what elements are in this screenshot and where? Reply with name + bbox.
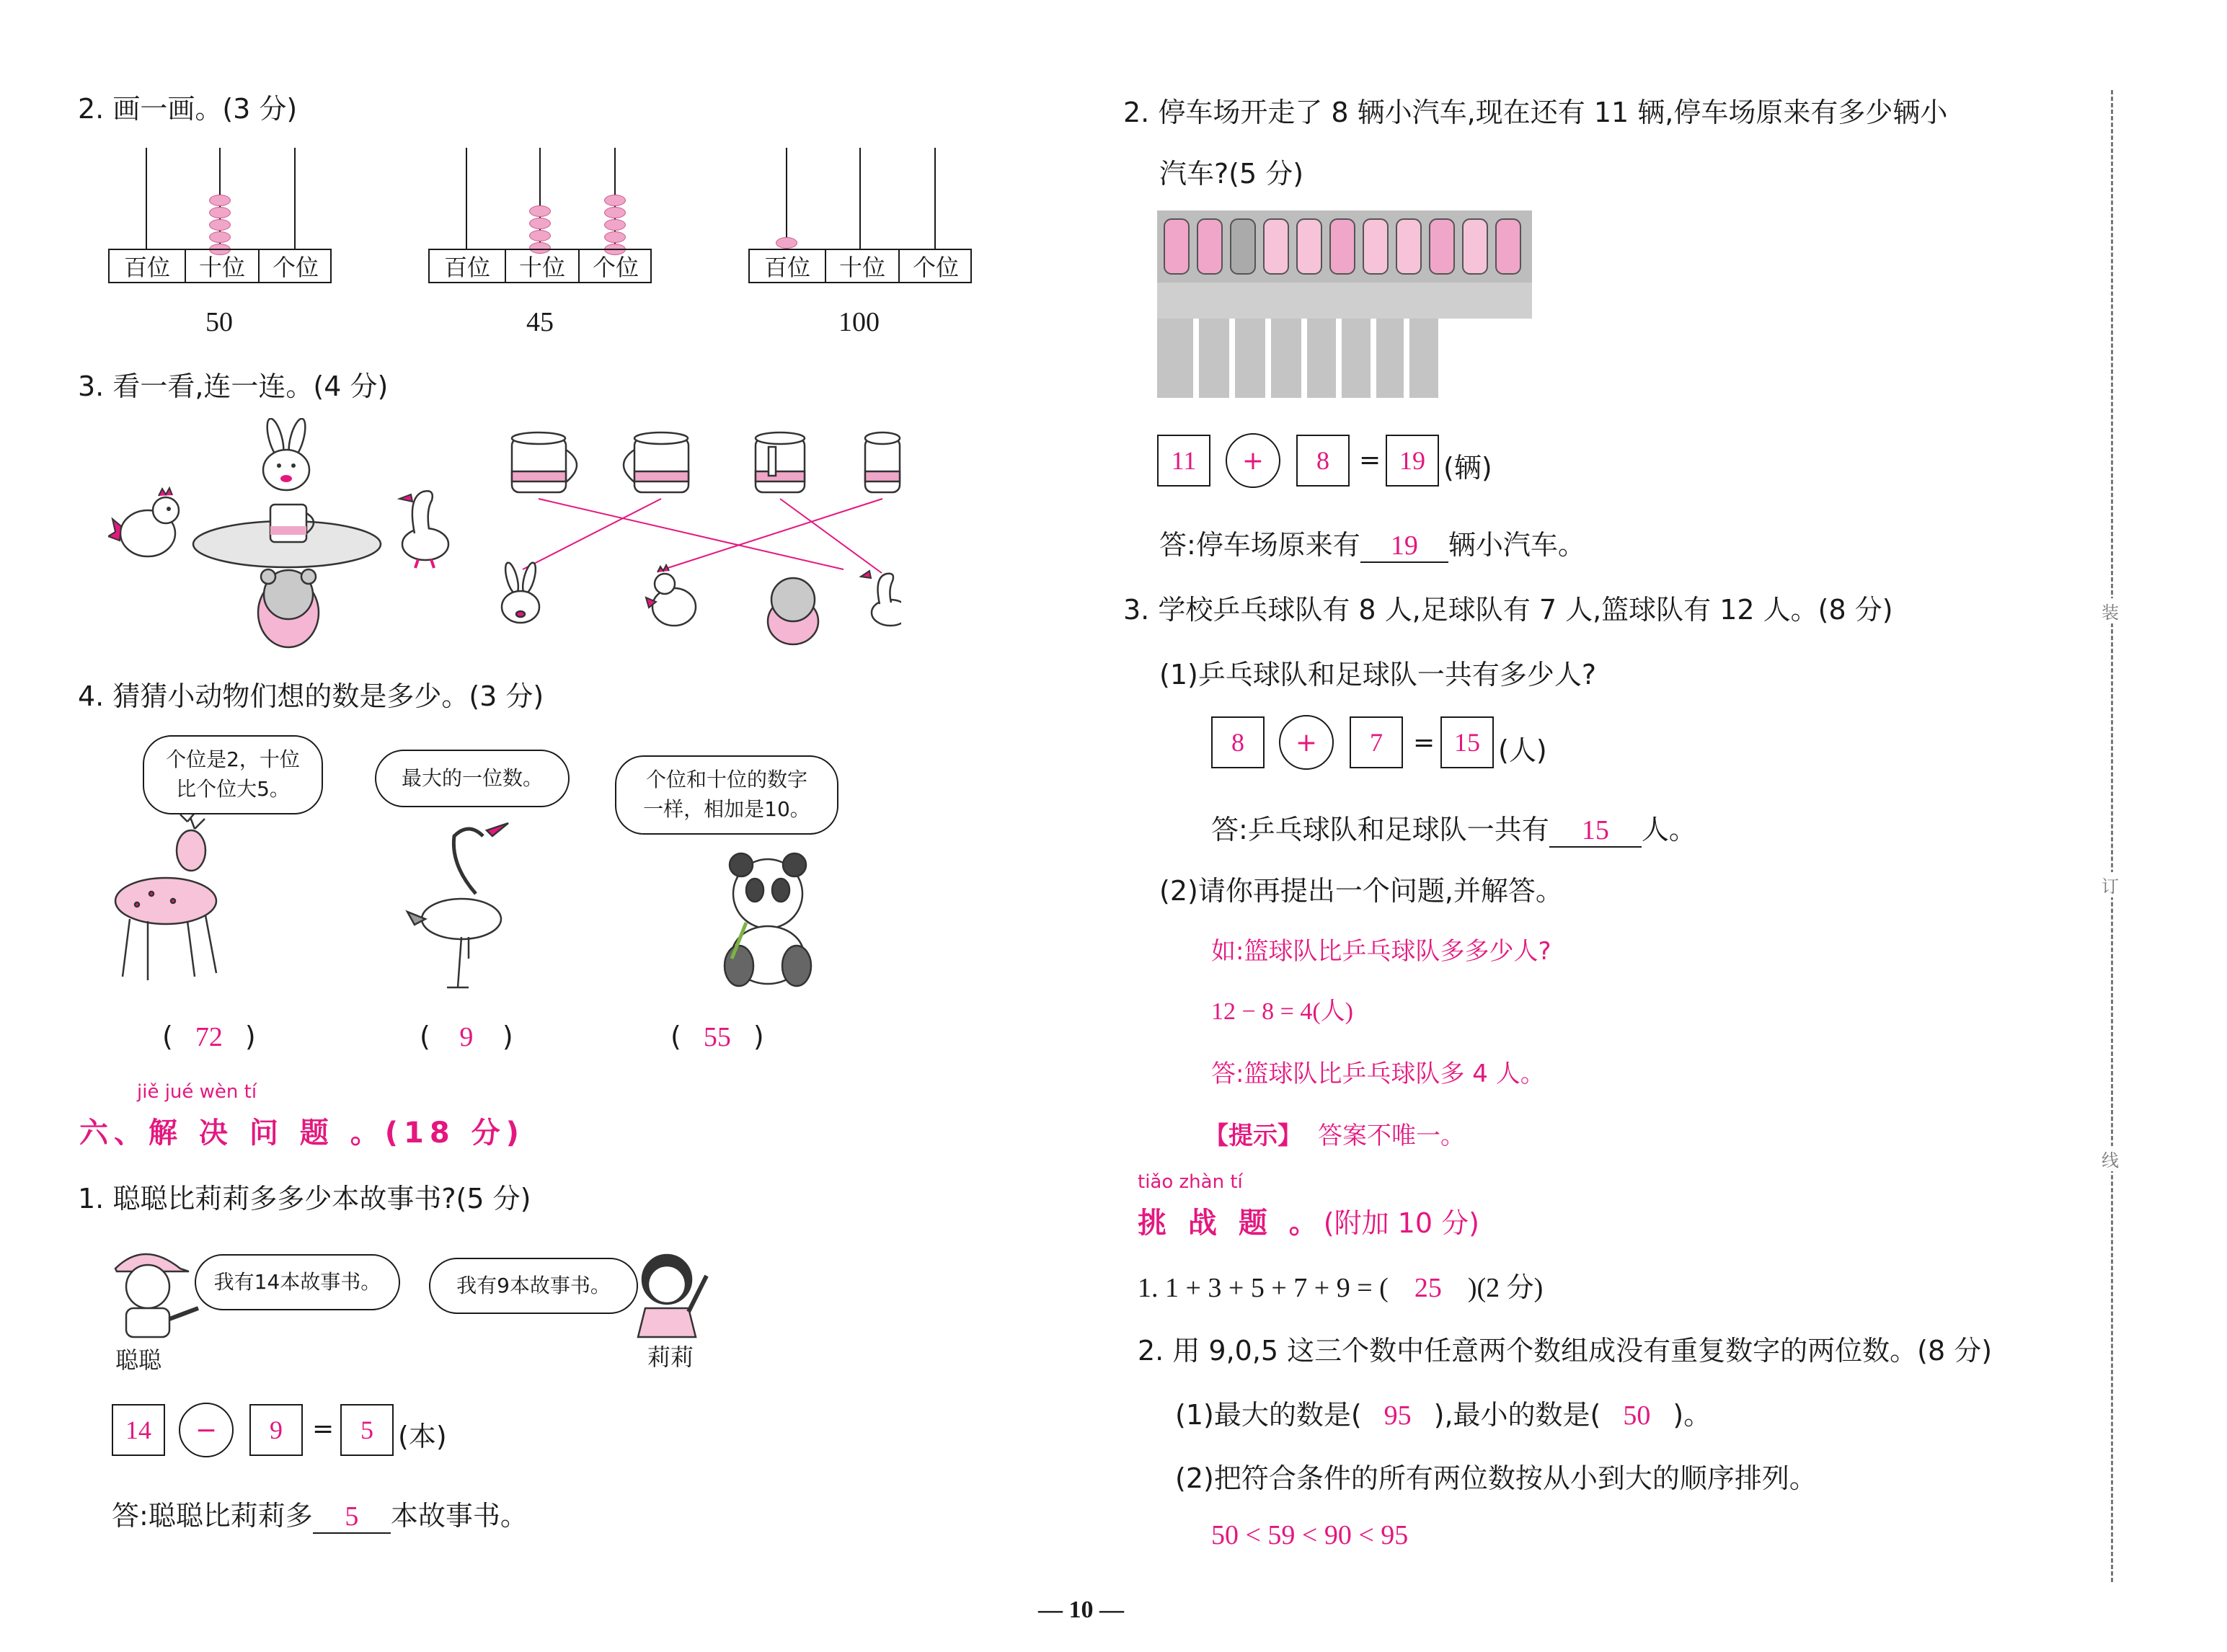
boy-icon — [115, 1254, 198, 1337]
problem-3-sub1: (1)乒乓球队和足球队一共有多少人? — [1159, 659, 1596, 690]
bubble-line: 我有9本故事书。 — [456, 1273, 611, 1297]
abacus-label-ones: 个位 — [898, 250, 972, 282]
problem-3-sub2: (2)请你再提出一个问题,并解答。 — [1159, 875, 1563, 907]
challenge-2-title: 2. 用 9,0,5 这三个数中任意两个数组成没有重复数字的两位数。(8 分) — [1138, 1335, 1993, 1367]
page-number: — 10 — — [1038, 1597, 1124, 1623]
equals-sign: = — [1413, 728, 1435, 758]
equation-box-minuend: 14 — [112, 1404, 165, 1456]
goose-icon-bottom — [861, 571, 901, 626]
problem-1-answer — [112, 1493, 528, 1534]
equation-unit: (本) — [398, 1421, 447, 1452]
abacus-label-ones: 个位 — [578, 250, 652, 282]
rabbit-icon — [263, 418, 309, 490]
cup-view-3 — [756, 432, 805, 492]
speech-bubble-boy — [195, 1254, 400, 1310]
abacus-1 — [108, 148, 335, 281]
answer-suffix: 辆小汽车。 — [1448, 529, 1585, 561]
answer-1-bracket: ( 72 ) — [162, 1021, 256, 1052]
challenge-1-suffix: )(2 分) — [1467, 1273, 1544, 1303]
question-2-title: 2. 画一画。(3 分) — [78, 93, 298, 125]
panda-icon — [725, 853, 811, 986]
equation-box-b: 8 — [1296, 435, 1350, 487]
rabbit-icon-bottom — [502, 561, 539, 623]
equation-unit: (人) — [1498, 734, 1547, 766]
answer-3-bracket: ( 55 ) — [670, 1021, 764, 1052]
equation-box-b: 7 — [1350, 716, 1403, 768]
abacus-beads-tens — [529, 205, 551, 254]
sample-question: 如:篮球队比乒乓球队多多少人? — [1211, 937, 1551, 966]
abacus-3 — [748, 148, 975, 281]
speech-bubble-girl — [429, 1258, 638, 1314]
question-4-title: 4. 猜猜小动物们想的数是多少。(3 分) — [78, 680, 544, 712]
problem-2-answer — [1159, 523, 1585, 563]
abacus-beads-ones — [604, 195, 626, 255]
answer-prefix: 答:乒乓球队和足球队一共有 — [1211, 814, 1549, 845]
abacus-2 — [428, 148, 655, 281]
answer-prefix: 答:聪聪比莉莉多 — [112, 1500, 313, 1532]
challenge-2-order: 50 < 59 < 90 < 95 — [1211, 1520, 1409, 1550]
challenge-2-max: 95 — [1383, 1400, 1412, 1431]
speech-bubble-crane — [375, 750, 570, 807]
equation-unit: (辆) — [1443, 452, 1492, 484]
challenge-title: 挑 战 题 。 — [1138, 1207, 1324, 1240]
abacus-2-value: 45 — [526, 307, 554, 337]
sample-answer: 答:篮球队比乒乓球队多 4 人。 — [1211, 1060, 1545, 1088]
challenge-2-sub1 — [1175, 1393, 1711, 1432]
girl-icon — [638, 1255, 707, 1337]
boy-name: 聪聪 — [115, 1346, 162, 1374]
answer-1-value: 72 — [195, 1022, 223, 1052]
equation-box-result: 15 — [1440, 716, 1494, 768]
equals-sign: = — [312, 1414, 335, 1444]
binding-mark: 装 — [2102, 598, 2119, 623]
challenge-1-answer: 25 — [1414, 1273, 1442, 1303]
challenge-extra: (附加 10 分) — [1323, 1207, 1479, 1239]
challenge-2-min: 50 — [1623, 1400, 1651, 1431]
abacus-beads-hundreds — [776, 237, 797, 249]
chicken-icon — [108, 488, 179, 556]
challenge-header — [1138, 1200, 1479, 1241]
challenge-pinyin: tiǎo zhàn tí — [1138, 1171, 1243, 1193]
abacus-label-hundreds: 百位 — [443, 254, 490, 281]
bubble-line: 比个位大5。 — [176, 777, 290, 801]
challenge-1 — [1138, 1265, 1543, 1305]
deer-icon — [115, 814, 216, 980]
crane-icon — [407, 823, 508, 987]
hint-row — [1204, 1116, 1465, 1151]
answer-blank: 15 — [1549, 814, 1642, 848]
bear-icon — [258, 569, 319, 647]
abacus-label-tens: 十位 — [185, 250, 258, 282]
equation-box-a: 8 — [1211, 716, 1265, 768]
cup-view-1 — [512, 432, 577, 492]
answer-blank: 19 — [1360, 530, 1448, 563]
section-6-title: 六、解 决 问 题 。(18 分) — [79, 1116, 525, 1150]
equation-operator: + — [1279, 715, 1334, 770]
answer-prefix: 答:停车场原来有 — [1159, 529, 1360, 561]
abacus-1-value: 50 — [205, 307, 233, 337]
equals-sign: = — [1359, 445, 1381, 475]
binding-mark: 订 — [2102, 872, 2119, 897]
bubble-line: 个位和十位的数字 — [645, 768, 807, 792]
animal-illustrations — [108, 814, 865, 995]
answer-suffix: 本故事书。 — [390, 1500, 528, 1532]
abacus-label-ones: 个位 — [258, 250, 332, 282]
abacus-label-tens: 十位 — [825, 250, 898, 282]
answer-blank: 5 — [313, 1501, 391, 1534]
sub1-text-c: )。 — [1673, 1399, 1712, 1431]
bubble-line: 最大的一位数。 — [401, 765, 543, 790]
equation-box-subtrahend: 9 — [249, 1404, 303, 1456]
hint-tag: 【提示】 — [1204, 1122, 1302, 1150]
bubble-line: 我有14本故事书。 — [213, 1269, 381, 1294]
challenge-1-prefix: 1. 1 + 3 + 5 + 7 + 9 = ( — [1138, 1273, 1389, 1303]
answer-suffix: 人。 — [1641, 814, 1696, 845]
abacus-label-hundreds: 百位 — [763, 254, 810, 281]
bear-icon-bottom — [768, 578, 818, 644]
challenge-2-sub2: (2)把符合条件的所有两位数按从小到大的顺序排列。 — [1175, 1462, 1817, 1494]
match-lines — [523, 499, 882, 573]
problem-3-answer — [1211, 807, 1696, 848]
answer-3-value: 55 — [703, 1022, 731, 1052]
answer-2-bracket: ( 9 ) — [420, 1021, 513, 1052]
problem-2-title-line2: 汽车?(5 分) — [1159, 158, 1304, 190]
cup-view-4 — [865, 432, 900, 492]
equation-box-a: 11 — [1157, 435, 1210, 487]
matching-illustration — [108, 418, 901, 649]
problem-2-title-line1: 2. 停车场开走了 8 辆小汽车,现在还有 11 辆,停车场原来有多少辆小 — [1123, 97, 1948, 128]
cup-view-2 — [624, 432, 689, 492]
abacus-label-hundreds: 百位 — [123, 254, 170, 281]
abacus-3-value: 100 — [838, 307, 880, 337]
problem-3-title: 3. 学校乒乓球队有 8 人,足球队有 7 人,篮球队有 12 人。(8 分) — [1123, 594, 1893, 626]
speech-bubble-deer — [143, 735, 323, 814]
girl-name: 莉莉 — [647, 1344, 694, 1371]
equation-operator: − — [179, 1403, 234, 1457]
bubble-line: 个位是2，十位 — [166, 747, 300, 772]
abacus-label-tens: 十位 — [505, 250, 578, 282]
cup-icon — [270, 505, 306, 542]
bubble-line: 一样，相加是10。 — [643, 797, 810, 821]
binding-dashed-line — [2111, 90, 2113, 1582]
question-3-title: 3. 看一看,连一连。(4 分) — [78, 370, 389, 402]
car-icons — [1164, 219, 1520, 274]
hint-text: 答案不唯一。 — [1318, 1122, 1465, 1150]
sample-equation: 12 − 8 = 4(人) — [1211, 998, 1353, 1025]
section-6-pinyin: jiě jué wèn tí — [137, 1081, 257, 1103]
parking-lot-illustration — [1157, 210, 1539, 399]
equation-box-result: 19 — [1386, 435, 1439, 487]
chicken-icon-bottom — [646, 565, 696, 626]
sub1-text-a: (1)最大的数是( — [1175, 1399, 1362, 1431]
abacus-beads-tens — [209, 195, 231, 255]
equation-operator: + — [1226, 433, 1280, 488]
answer-2-value: 9 — [459, 1022, 474, 1052]
binding-mark: 线 — [2102, 1146, 2119, 1171]
sub1-text-b: ),最小的数是( — [1433, 1399, 1601, 1431]
equation-box-result: 5 — [340, 1404, 394, 1456]
goose-icon — [399, 491, 448, 568]
problem-1-title: 1. 聪聪比莉莉多多少本故事书?(5 分) — [78, 1183, 531, 1214]
